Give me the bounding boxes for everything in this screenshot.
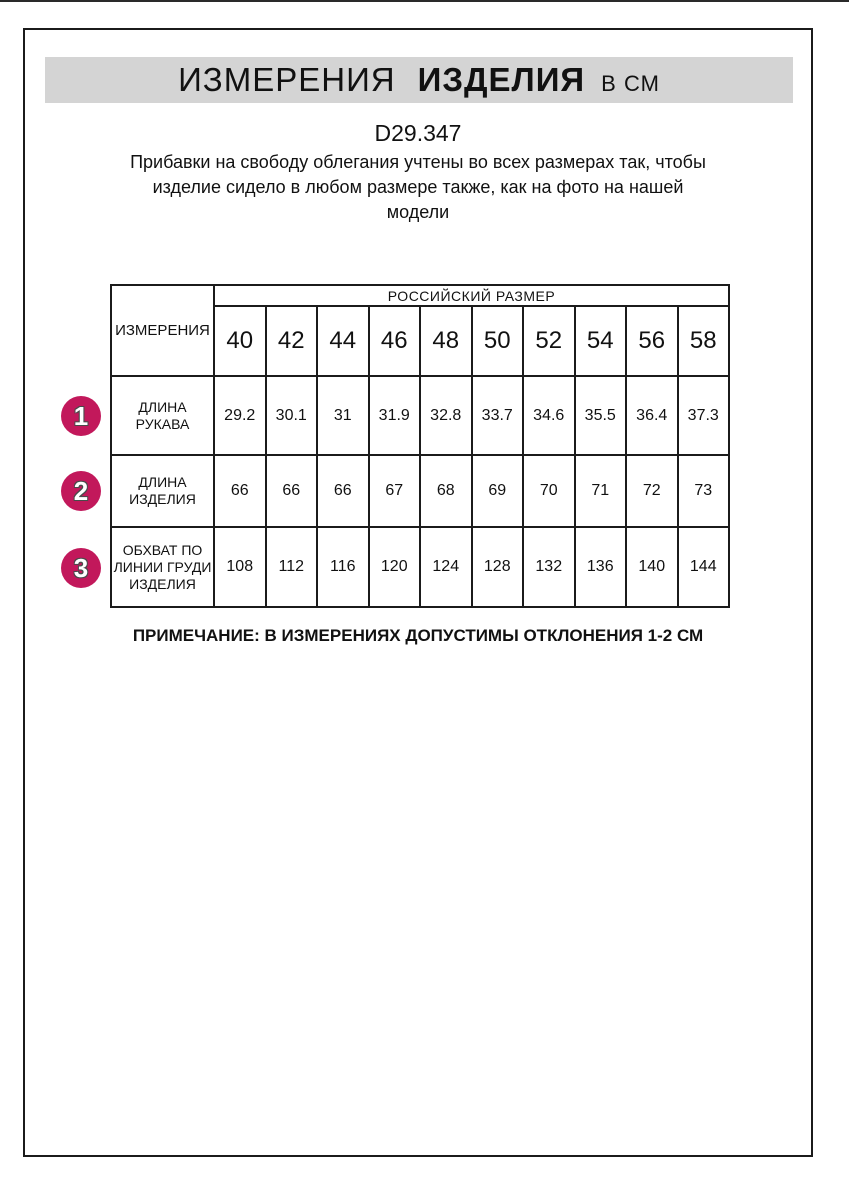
value-cell: 128 [472,527,524,607]
value-cell: 112 [266,527,318,607]
value-cell: 66 [317,455,369,527]
page-top-edge-line [0,0,849,2]
value-cell: 116 [317,527,369,607]
model-number: D29.347 [374,120,462,146]
value-cell: 68 [420,455,472,527]
measure-point-3-badge [61,548,101,588]
value-cell: 66 [214,455,266,527]
row-label: ДЛИНА ИЗДЕЛИЯ [111,455,214,527]
size-header-cell: 44 [317,306,369,376]
table-row-sleeve-length [111,376,729,455]
value-cell: 136 [575,527,627,607]
value-cell: 31.9 [369,376,421,455]
title-band [45,57,793,103]
note-text: ПРИМЕЧАНИЕ: В ИЗМЕРЕНИЯХ ДОПУСТИМЫ ОТКЛОНЕНИЯ 1-2 СМ [132,626,704,645]
badge-number: 1 [73,400,89,431]
size-header-cell: 46 [369,306,421,376]
size-table [110,284,730,608]
russian-size-group-header: РОССИЙСКИЙ РАЗМЕР [214,285,729,306]
value-cell: 66 [266,455,318,527]
value-cell: 67 [369,455,421,527]
value-cell: 35.5 [575,376,627,455]
measure-point-2-badge [61,471,101,511]
table-row-chest-girth [111,527,729,607]
size-header-cell: 40 [214,306,266,376]
value-cell: 32.8 [420,376,472,455]
row-label: ДЛИНА РУКАВА [111,376,214,455]
size-header-cell: 50 [472,306,524,376]
size-header-cell: 58 [678,306,730,376]
intro-paragraph [25,150,811,225]
size-header-cell: 42 [266,306,318,376]
badge-number: 3 [73,552,89,583]
value-cell: 29.2 [214,376,266,455]
value-cell: 34.6 [523,376,575,455]
value-cell: 108 [214,527,266,607]
row-label: ОБХВАТ ПО ЛИНИИ ГРУДИ ИЗДЕЛИЯ [111,527,214,607]
table-row [111,285,729,306]
value-cell: 132 [523,527,575,607]
table-row-product-length [111,455,729,527]
value-cell: 70 [523,455,575,527]
title-units: В СМ [601,71,660,96]
size-header-cell: 52 [523,306,575,376]
value-cell: 30.1 [266,376,318,455]
value-cell: 31 [317,376,369,455]
value-cell: 120 [369,527,421,607]
value-cell: 72 [626,455,678,527]
size-table-wrap [110,284,730,608]
intro-line-1: Прибавки на свободу облегания учтены во всех размерах так, чтобы [130,152,706,172]
value-cell: 69 [472,455,524,527]
value-cell: 33.7 [472,376,524,455]
size-header-cell: 56 [626,306,678,376]
value-cell: 73 [678,455,730,527]
intro-line-3: модели [386,202,450,222]
title-word-measurements: ИЗМЕРЕНИЯ [178,61,396,98]
value-cell: 36.4 [626,376,678,455]
intro-line-2: изделие сидело в любом размере также, как на фото на нашей [152,177,684,197]
value-cell: 140 [626,527,678,607]
value-cell: 37.3 [678,376,730,455]
measure-point-1-badge [61,396,101,436]
measurements-column-header: ИЗМЕРЕНИЯ [111,285,214,376]
size-header-cell: 54 [575,306,627,376]
value-cell: 124 [420,527,472,607]
value-cell: 144 [678,527,730,607]
page-border-frame [23,28,813,1157]
size-header-cell: 48 [420,306,472,376]
badge-number: 2 [73,475,89,506]
title-word-product: ИЗДЕЛИЯ [417,61,586,98]
value-cell: 71 [575,455,627,527]
